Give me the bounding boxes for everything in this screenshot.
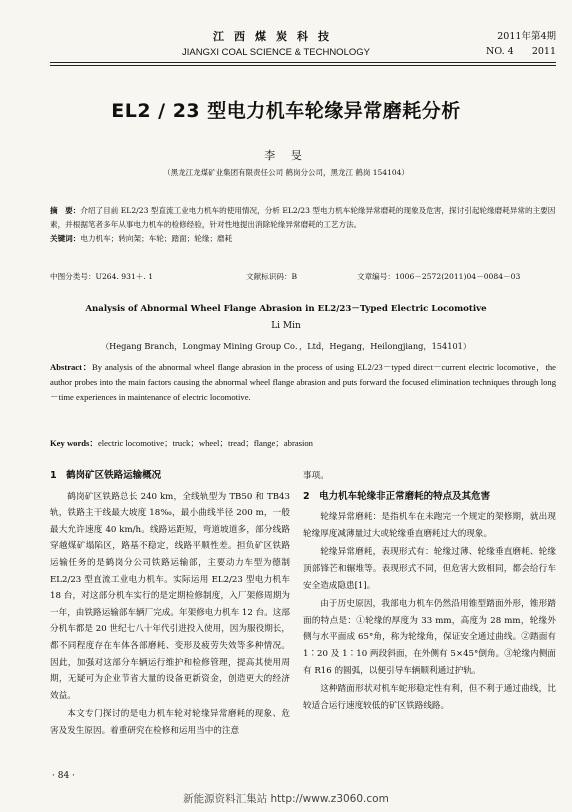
affiliation-en: （Hegang Branch，Longmay Mining Group Co．，Ltd，Hegang，Heilongjiang，154101） — [100, 341, 472, 351]
keywords-en-body: electric locomotive；truck；wheel；tread；flange；abrasion — [97, 438, 313, 448]
abstract-en-body: By analysis of the abnormal wheel flange abrasion in the process of using EL2/23－typed direct－current electric locomotive，the author probes into the main factors causing the abnormal wheel flange abrasion and puts forward the focused elimination techniques through long－time experiences in maintenance of electric locomotive. — [50, 362, 556, 403]
author-cn: 李 旻 — [264, 149, 308, 162]
page-number: · 84 · — [52, 771, 75, 781]
section-2-paragraph-1: 轮缘异常磨耗：是指机车在未跑完一个规定的架修期，就出现轮缘厚度减薄量过大或轮缘垂直磨耗过大的现象。 — [303, 512, 556, 539]
issue-no: NO. 4 — [486, 46, 514, 57]
issue-info — [476, 28, 556, 57]
keywords-cn — [50, 232, 556, 246]
keywords-cn-body: 电力机车；转向架；车轮；踏面；轮缘；磨耗 — [80, 234, 233, 243]
keywords-en — [50, 437, 556, 449]
abstract-cn-label: 摘 要： — [50, 206, 81, 215]
section-2-paragraph-4: 这种踏面形状对机车蛇形稳定性有利，但不利于通过曲线，比较适合运行速度较低的矿区铁路线路。 — [303, 684, 556, 711]
article-number: 文章编号：1006－2572(2011)04－0084－03 — [357, 272, 521, 281]
article-title: EL2 / 23 型电力机车轮缘异常磨耗分析 — [111, 100, 461, 122]
abstract-en — [50, 360, 556, 406]
section-2-paragraph-2: 轮缘异常磨耗，表现形式有：轮缘过薄、轮缘垂直磨耗、轮缘顶部锋芒和辗堆等。表现形式不同，但危害大致相同，都会给行车安全造成隐患[1]。 — [303, 547, 556, 591]
keywords-cn-label: 关键词： — [50, 234, 81, 243]
abstract-cn-text — [50, 204, 556, 232]
journal-header — [176, 28, 376, 58]
clc-number: 中图分类号：U264. 931＋. 1 — [50, 272, 154, 281]
body-column-left — [50, 468, 290, 742]
article-title-en: Analysis of Abnormal Wheel Flange Abrasion in EL2/23－Typed Electric Locomotive — [85, 304, 487, 314]
section-2-paragraph-3: 由于历史原因，我部电力机车仍然沿用锥型踏面外形，锥形踏面的特点是：①轮缘的厚度为 33 mm，高度为 28 mm，轮缘外侧与水平面成 65°角，称为轮缘角，保证安全通过曲线。②踏面有 1∶20 及 1∶10 两段斜面，在外侧有 5×45°倒角。③轮缘内侧面有 R16 的圆弧，以便引导车辆顺利通过护轨。 — [303, 599, 556, 676]
section-1-paragraph-2: 本文专门探讨的是电力机车轮对轮缘异常磨耗的现象、危害及发生原因。着重研究在检修和运用当中的注意 — [50, 709, 290, 736]
abstract-cn — [50, 204, 556, 246]
document-code: 文献标识码：B — [246, 272, 298, 281]
keywords-en-label: Key words： — [50, 438, 98, 448]
issue-number — [476, 46, 556, 57]
footer-watermark: 新能源资料汇集站 http://www.z3060.com — [183, 793, 389, 805]
author-en: Li Min — [271, 321, 301, 331]
affiliation-cn: （黑龙江龙煤矿业集团有限责任公司 鹤岗分公司，黑龙江 鹤岗 154104） — [163, 168, 409, 177]
abstract-en-label: Abstract： — [50, 362, 93, 372]
journal-name-en: JIANGXI COAL SCIENCE & TECHNOLOGY — [182, 47, 370, 58]
body-column-right — [303, 468, 556, 716]
issue-year: 2011 — [531, 46, 556, 57]
section-2-heading: 2 电力机车轮缘非正常磨耗的特点及其危害 — [303, 490, 491, 502]
section-1-carryover: 事项。 — [303, 471, 329, 481]
section-1-paragraph-1: 鹤岗矿区铁路总长 240 km，全线轨型为 TB50 和 TB43 轨，铁路主干线最大坡度 18‰，最小曲线半径 200 m，一般最大允许速度 40 km/h。线路运距短，弯道坡道多，部分线路穿越煤矿塌陷区，路基不稳定，线路平顺性差。担负矿区铁路运输任务的是鹤岗分公司铁路运输部，主要动力车型为德制 EL2/23 型直流工业电力机车。实际运用 EL2/23 型电力机车 18 台，对这部分机车实行的是定期检修制度，入厂架修周期为一年，由铁路运输部车辆厂完成。年架修电力机车 12 台。这部分机车都是 20 世纪七八十年代引进投入使用，因为服役期长，都不同程度存在车体各部磨耗、变形及疲劳失效等多种情况。因此，加强对这部分车辆运行维护和检修管理，提高其使用周期，无疑可为企业节省大量的设备更新资金，创造更大的经济效益。 — [50, 491, 290, 701]
header-rule — [50, 62, 556, 63]
header-rule-thin — [50, 65, 556, 66]
year-issue-cn: 2011年第4期 — [497, 31, 556, 42]
journal-name-cn: 江西煤炭科技 — [213, 30, 339, 43]
section-1-heading: 1 鹤岗矿区铁路运输概况 — [50, 470, 162, 481]
abstract-cn-body: 介绍了目前 EL2/23 型直流工业电力机车的使用情况，分析 EL2/23 型电力机车轮缘异常磨耗的现象及危害，探讨引起轮缘磨耗异常的主要因素，并根据笔者多年从事电力机车的检修经验，针对性地提出消除轮缘异常磨耗的工艺方法。 — [50, 206, 556, 229]
